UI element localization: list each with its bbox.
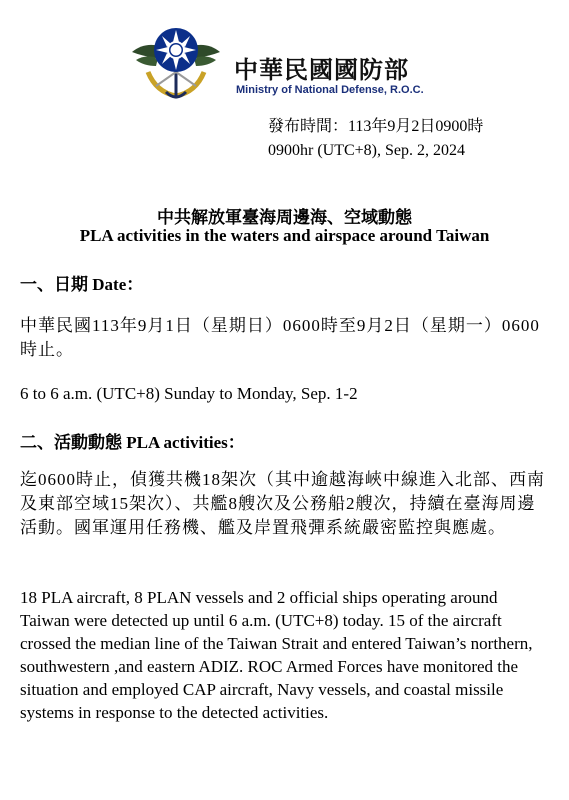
section-date-heading: 一、日期 Date： <box>20 275 144 294</box>
release-time-en: 0900hr (UTC+8), Sep. 2, 2024 <box>268 142 466 159</box>
section-activities-body-cn: 迄0600時止，偵獲共機18架次（其中逾越海峽中線進入北部、西南及東部空域15架次）、共艦8艘次及公務船2艘次，持續在臺海周邊活動。國軍運用任務機、艦及岸置飛彈系統嚴密監控與應處。 <box>20 470 545 537</box>
section-activities-heading: 二、活動動態 PLA activities： <box>20 433 245 452</box>
release-time-cn: 發布時間：113年9月2日0900時 <box>268 118 484 135</box>
title-cn: 中共解放軍臺海周邊海、空域動態 <box>157 208 412 227</box>
title-en: PLA activities in the waters and airspace around Taiwan <box>79 226 490 245</box>
org-name-en: Ministry of National Defense, R.O.C. <box>236 84 424 96</box>
mnd-logo <box>126 12 456 104</box>
release-time <box>268 115 483 163</box>
org-name-cn: 中華民國國防部 <box>234 56 409 84</box>
mnd-emblem-icon <box>126 12 226 104</box>
section-date-body-cn: 中華民國113年9月1日（星期日）0600時至9月2日（星期一）0600時止。 <box>20 316 540 359</box>
section-activities-body-en: 18 PLA aircraft, 8 PLAN vessels and 2 official ships operating around Taiwan were detected up until 6 a.m. (UTC+8) today. 15 of the aircraft crossed the median line of the Taiwan Strait and entered Taiwan’s northern, southwestern ,and eastern ADIZ. ROC Armed Forces have monitored the situation and employed CAP aircraft, Navy vessels, and coastal missile systems in response to the detected activities. <box>20 588 533 722</box>
section-date-body-en: 6 to 6 a.m. (UTC+8) Sunday to Monday, Sep. 1-2 <box>20 384 358 403</box>
